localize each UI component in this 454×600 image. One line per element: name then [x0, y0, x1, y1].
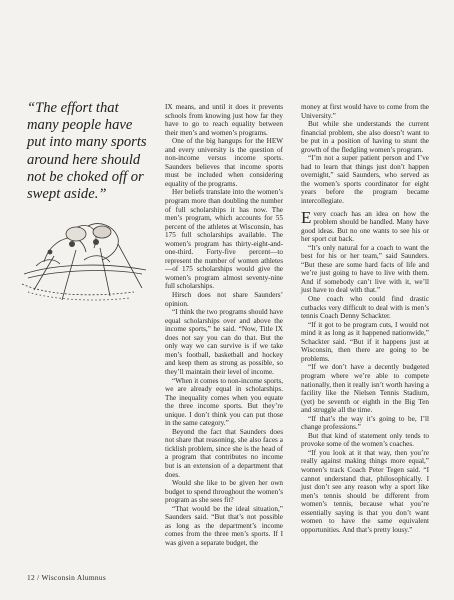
paragraph: “When it comes to non-income sports, we are already equal in scholarships. The inequality comes when you equate the three income sports. But they’re unique. I don’t think you can put those in the same category.” [165, 376, 283, 428]
paragraph: money at first would have to come from the University.” [301, 103, 429, 120]
page-folio: 12 / Wisconsin Alumnus [27, 573, 107, 582]
paragraph: “I’m not a super patient person and I’ve had to learn that things just don’t happen overnight,” said Saunders, who served as the women’s sports coordinator for eight years before the program became intercollegiate. [301, 154, 429, 206]
drop-cap: E [301, 207, 312, 227]
paragraph: IX means, and until it does it prevents schools from knowing just how far they have to go to reach equality between their men’s and women’s programs. [165, 103, 283, 137]
paragraph: Beyond the fact that Saunders does not share that reasoning, she also faces a ticklish problem, since she is the head of a program that contributes no income but is an extension of a department that does. [165, 427, 283, 479]
paragraph: “If that’s the way it’s going to be, I’ll change professions.” [301, 414, 429, 432]
paragraph: One coach who could find drastic cutbacks very difficult to deal with is men’s tennis Coach Denny Schackter. [301, 295, 429, 321]
pull-quote: “The effort that many people have put into many sports around here should not be choked off or swept aside.” [27, 100, 147, 203]
paragraph: “It’s only natural for a coach to want the best for his or her team,” said Saunders. “But these are some hard facts of life and we’re just going to have to live with them. And if somebody can’t live with it, we’ll just have to deal with that.” [301, 243, 429, 295]
article-column-right [301, 103, 429, 534]
paragraph: “I think the two programs should have equal scholarships over and above the income sports,” he said. “Now, Title IX does not say you can do that. But the only way we can survive is if we take men’s football, basketball and hockey and keep them as strong as possible, so they’ll maintain their level of income. [165, 308, 283, 376]
rowing-crew-sketch-icon [14, 204, 154, 306]
paragraph-dropcap [301, 207, 429, 244]
article-column-middle [165, 103, 283, 547]
paragraph: Would she like to be given her own budget to spend throughout the women’s program as she sees fit? [165, 479, 283, 505]
paragraph: Her beliefs translate into the women’s program more than doubling the number of full scholarships it has now. The men’s program, which accounts for 55 percent of the athletes at Wisconsin, has 175 full scholarships available. The women’s program has thirty-eight-and-one-third. Forty-five percent—to represent the number of women athletes—of 175 scholarships would give the women’s program almost seventy-nine full scholarships. [165, 188, 283, 291]
paragraph: “If it got to be program cuts, I would not mind it as long as it happened nationwide,” Schackter said. “But if it happens just at Wisconsin, then there are going to be problems. [301, 320, 429, 363]
paragraph: One of the big hangups for the HEW and every university is the question of non-income versus income sports. Saunders believes that income sports must be included when considering equality of the programs. [165, 137, 283, 188]
paragraph: But that kind of statement only tends to provoke some of the women’s coaches. [301, 431, 429, 449]
paragraph: Hirsch does not share Saunders’ opinion. [165, 291, 283, 308]
paragraph: “That would be the ideal situation,” Saunders said. “But that’s not possible as long as the department’s income comes from the three men’s sports. If I was given a separate budget, the [165, 504, 283, 547]
paragraph: “If you look at it that way, then you’re really against making things more equal,” women’s track Coach Peter Tegen said. “I cannot understand that, philosophically. I just don’t see any reason why a sport like men’s tennis should be different from women’s tennis, because what you’re essentially saying is that you don’t want women to have the same equivalent opportunities. And that’s pretty lousy.” [301, 448, 429, 534]
dropcap-paragraph-text: very coach has an idea on how the problem should be handled. Many have good ideas. But no one wants to see his or her sport cut back. [301, 209, 429, 244]
paragraph: “If we don’t have a decently budgeted program where we’re able to compete nationally, then it really isn’t worth having a facility like the Nielsen Tennis Stadium, (yet) be seventh or eighth in the Big Ten and struggle all the time. [301, 363, 429, 415]
paragraph: But while she understands the current financial problem, she also doesn’t want to be put in a position of having to stunt the growth of the fledgling women’s program. [301, 120, 429, 154]
